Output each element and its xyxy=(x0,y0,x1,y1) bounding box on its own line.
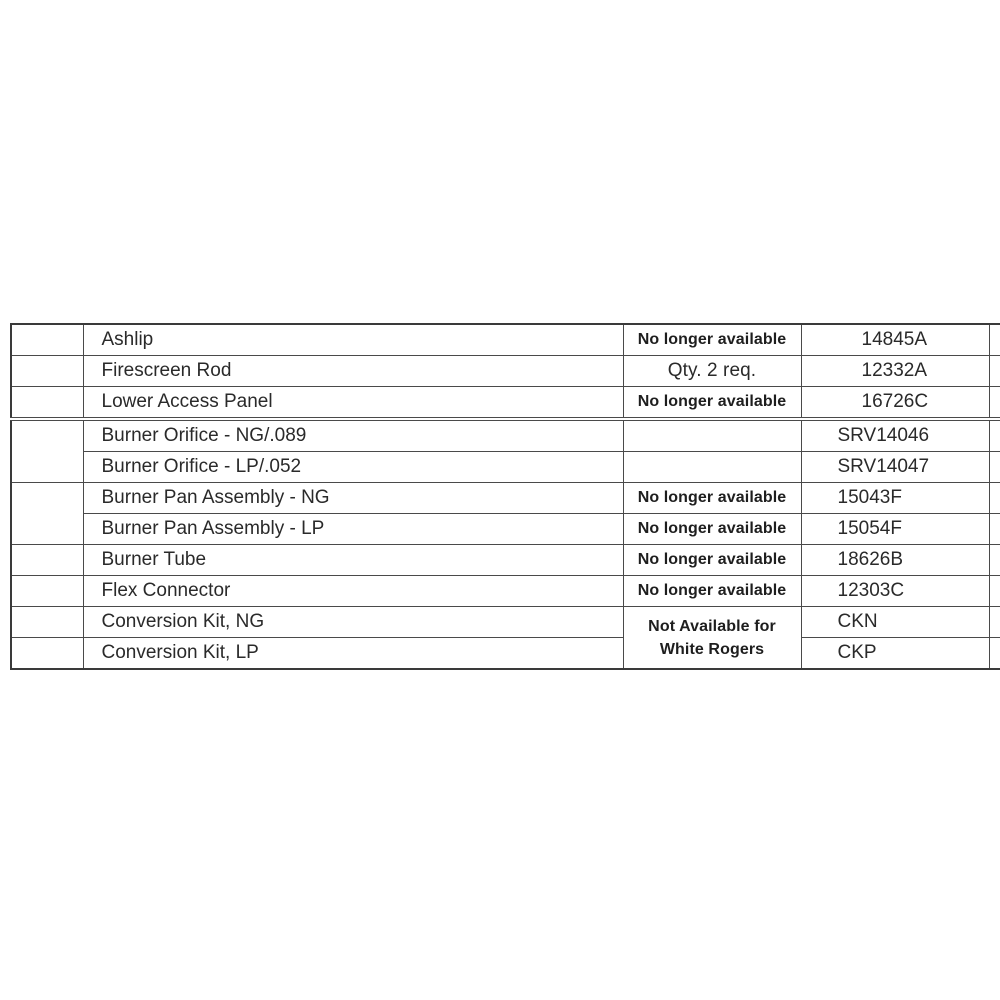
table-row xyxy=(11,324,1000,356)
item-number-cell xyxy=(11,356,83,387)
conversion-note-line-2: White Rogers xyxy=(659,640,765,658)
trailing-cell xyxy=(989,607,1000,638)
table-row xyxy=(11,387,1000,420)
conversion-note-line-1: Not Available for xyxy=(648,617,776,635)
availability-note-cell xyxy=(623,419,801,452)
availability-note-cell xyxy=(623,452,801,483)
parts-table xyxy=(10,323,1000,670)
trailing-cell xyxy=(989,483,1000,514)
table-row xyxy=(11,638,1000,670)
trailing-cell xyxy=(989,514,1000,545)
table-row xyxy=(11,419,1000,452)
table-row xyxy=(11,452,1000,483)
part-number-cell: 14845A xyxy=(801,324,989,356)
trailing-cell xyxy=(989,576,1000,607)
availability-note-cell: No longer available xyxy=(623,324,801,356)
trailing-cell xyxy=(989,452,1000,483)
availability-note-cell: No longer available xyxy=(623,545,801,576)
description-cell: Burner Orifice - LP/.052 xyxy=(83,452,623,483)
availability-note-cell: No longer available xyxy=(623,514,801,545)
trailing-cell xyxy=(989,419,1000,452)
part-number-cell: 16726C xyxy=(801,387,989,420)
description-cell: Conversion Kit, NG xyxy=(83,607,623,638)
part-number-cell: 15043F xyxy=(801,483,989,514)
table-row xyxy=(11,356,1000,387)
description-cell: Lower Access Panel xyxy=(83,387,623,420)
conversion-availability-note-cell xyxy=(623,607,801,670)
table-row xyxy=(11,483,1000,514)
item-number-cell xyxy=(11,387,83,420)
description-cell: Burner Tube xyxy=(83,545,623,576)
part-number-cell: CKP xyxy=(801,638,989,670)
description-cell: Conversion Kit, LP xyxy=(83,638,623,670)
description-cell: Burner Orifice - NG/.089 xyxy=(83,419,623,452)
part-number-cell: SRV14047 xyxy=(801,452,989,483)
trailing-cell xyxy=(989,324,1000,356)
availability-note-cell: No longer available xyxy=(623,483,801,514)
part-number-cell: 12332A xyxy=(801,356,989,387)
table-row xyxy=(11,576,1000,607)
part-number-cell: 18626B xyxy=(801,545,989,576)
description-cell: Flex Connector xyxy=(83,576,623,607)
table-row xyxy=(11,545,1000,576)
item-number-cell xyxy=(11,419,83,483)
description-cell: Burner Pan Assembly - LP xyxy=(83,514,623,545)
item-number-cell xyxy=(11,545,83,576)
description-cell: Ashlip xyxy=(83,324,623,356)
description-cell: Burner Pan Assembly - NG xyxy=(83,483,623,514)
part-number-cell: SRV14046 xyxy=(801,419,989,452)
item-number-cell xyxy=(11,638,83,670)
trailing-cell xyxy=(989,387,1000,420)
table-row xyxy=(11,514,1000,545)
trailing-cell xyxy=(989,638,1000,670)
quantity-note-cell: Qty. 2 req. xyxy=(623,356,801,387)
part-number-cell: CKN xyxy=(801,607,989,638)
trailing-cell xyxy=(989,545,1000,576)
description-cell: Firescreen Rod xyxy=(83,356,623,387)
availability-note-cell: No longer available xyxy=(623,576,801,607)
item-number-cell xyxy=(11,607,83,638)
table-row xyxy=(11,607,1000,638)
availability-note-cell: No longer available xyxy=(623,387,801,420)
part-number-cell: 15054F xyxy=(801,514,989,545)
part-number-cell: 12303C xyxy=(801,576,989,607)
item-number-cell xyxy=(11,324,83,356)
item-number-cell xyxy=(11,576,83,607)
trailing-cell xyxy=(989,356,1000,387)
item-number-cell xyxy=(11,483,83,545)
